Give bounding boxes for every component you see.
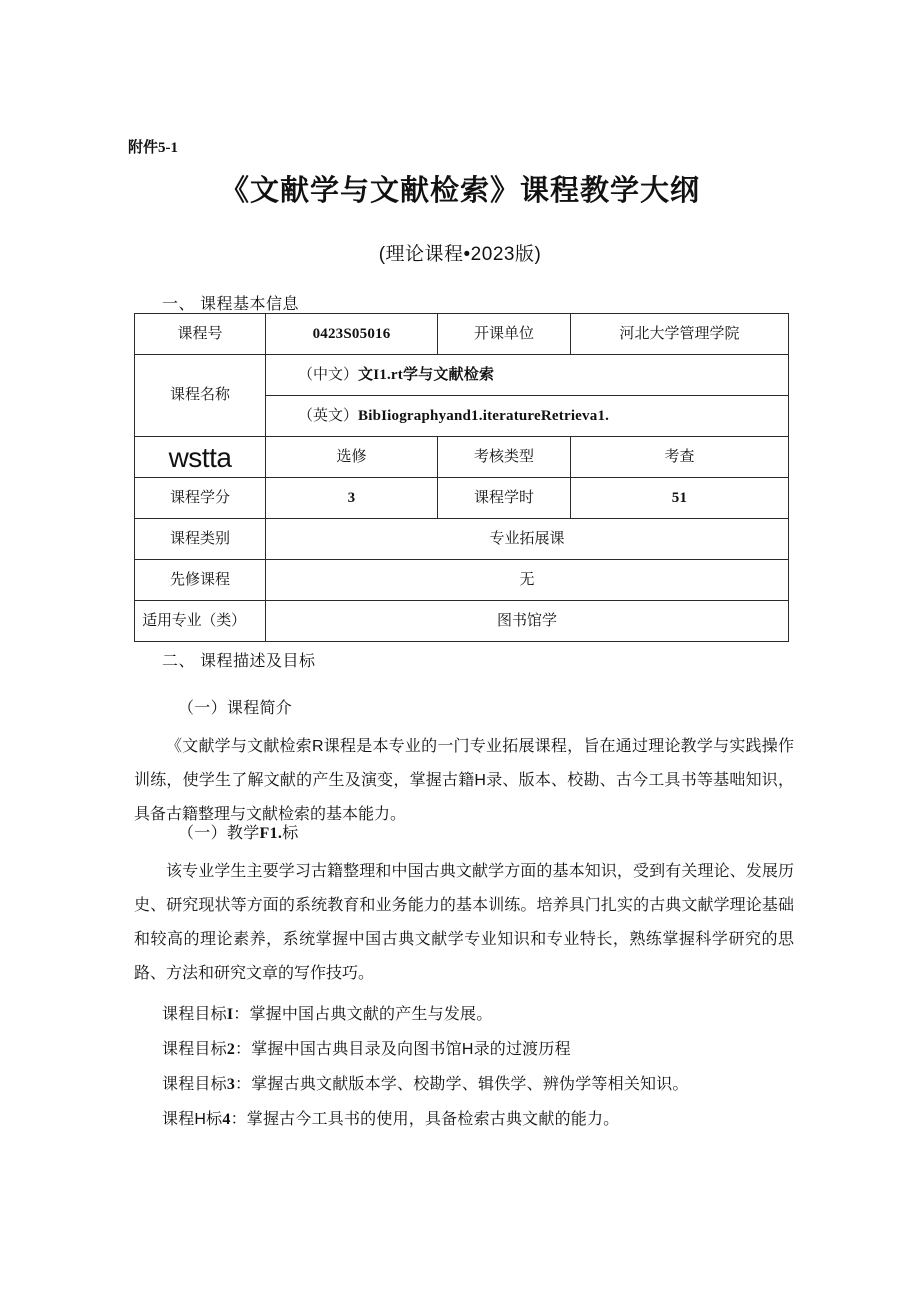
cell-course-code-value: 0423S05016 [266, 314, 438, 355]
table-row [135, 355, 789, 396]
objective-separator: ： [233, 1006, 250, 1023]
objective-label-prefix: 课程目标 [162, 1076, 227, 1093]
cell-assessment-type-label: 考核类型 [438, 437, 571, 478]
subsection-heading-teaching-goals [178, 820, 299, 843]
heading-bold-fragment: F1. [259, 825, 283, 842]
table-row [135, 478, 789, 519]
section-heading-two: 二、 课程描述及目标 [162, 653, 316, 670]
cell-course-category-label: 课程类别 [135, 519, 266, 560]
section-heading-one: 一、 课程基本信息 [162, 296, 299, 313]
cell-applicable-major-label [135, 601, 266, 642]
cell-hours-label: 课程学时 [438, 478, 571, 519]
cell-prerequisite-label: 先修课程 [135, 560, 266, 601]
cn-prefix: （中文） [298, 365, 359, 383]
page-title: 《文献学与文献检索》课程教学大纲 [219, 175, 700, 207]
objective-text: 掌握古今工具书的使用，具备检索古典文献的能力。 [246, 1111, 620, 1128]
objective-label-prefix: 课程H标 [162, 1111, 223, 1128]
heading-suffix: 标 [282, 825, 299, 842]
page-subtitle: (理论课程•2023版) [378, 244, 542, 265]
cell-credits-label: 课程学分 [135, 478, 266, 519]
cell-hours-value: 51 [571, 478, 789, 519]
objective-separator: ： [235, 1041, 252, 1058]
objective-label-number: 4 [222, 1111, 231, 1128]
table-row [135, 560, 789, 601]
paragraph-teaching-goals: 该专业学生主要学习古籍整理和中国古典文献学方面的基本知识，受到有关理论、发展历史、研究现状等方面的系统教育和业务能力的基本训练。培养具门扎实的古典文献学理论基础和较高的理论素养，系统掌握中国古典文献学专业知识和专业特长，熟练掌握科学研究的思路、方法和研究文章的写作技巧。 [134, 863, 794, 982]
objective-text: 掌握古典文献版本学、校勘学、辑佚学、辨伪学等相关知识。 [251, 1076, 689, 1093]
table-row [135, 437, 789, 478]
en-prefix: （英文） [298, 406, 359, 424]
objective-text: 掌握中国占典文献的产生与发展。 [249, 1006, 493, 1023]
cell-department-label: 开课单位 [438, 314, 571, 355]
course-basic-info-table [134, 313, 789, 642]
heading-prefix: （一）教学 [178, 825, 260, 842]
objective-item-1 [162, 1001, 492, 1024]
cell-course-nature-label: wstta [135, 437, 266, 478]
objective-label-prefix: 课程目标 [162, 1041, 227, 1058]
objective-label-number: I [226, 1006, 234, 1023]
paragraph-course-intro: 《文献学与文献检索R课程是本专业的一门专业拓展课程，旨在通过理论教学与实践操作训练，使学生了解文献的产生及演变，掌握古籍H录、版本、校勘、古今工具书等基咄知识，具备古籍整理与文献检索的基本能力。 [134, 738, 794, 823]
objective-label-prefix: 课程目标 [162, 1006, 227, 1023]
attachment-tag: 附件5-1 [128, 140, 178, 156]
table-row [135, 519, 789, 560]
objective-item-3 [162, 1071, 689, 1094]
en-value: BibIiographyand1.iteratureRetrieva1. [358, 407, 610, 424]
cell-credits-value: 3 [266, 478, 438, 519]
cell-prerequisite-value: 无 [266, 560, 789, 601]
cell-course-code-label: 课程号 [135, 314, 266, 355]
objective-separator: ： [230, 1111, 247, 1128]
cell-course-name-cn [266, 355, 789, 396]
cell-department-value: 河北大学管理学院 [571, 314, 789, 355]
objective-separator: ： [235, 1076, 252, 1093]
table-row [135, 601, 789, 642]
applicable-major-label-text: 适用专业（类） [142, 611, 246, 629]
objective-item-2 [162, 1036, 571, 1059]
objective-label-number: 2 [226, 1041, 236, 1058]
table-row [135, 314, 789, 355]
cell-applicable-major-value: 图书馆学 [266, 601, 789, 642]
cell-course-name-label: 课程名称 [135, 355, 266, 437]
objective-item-4 [162, 1106, 619, 1129]
cell-assessment-type-value: 考查 [571, 437, 789, 478]
cn-value: 文I1.rt学与文献检索 [358, 366, 495, 383]
cell-course-nature-value: 选修 [266, 437, 438, 478]
objective-label-number: 3 [226, 1076, 236, 1093]
objective-text: 掌握中国古典目录及向图书馆H录的过渡历程 [251, 1041, 571, 1058]
cell-course-category-value: 专业拓展课 [266, 519, 789, 560]
subsection-heading-course-intro: （一）课程简介 [178, 700, 293, 717]
cell-course-name-en [266, 396, 789, 437]
